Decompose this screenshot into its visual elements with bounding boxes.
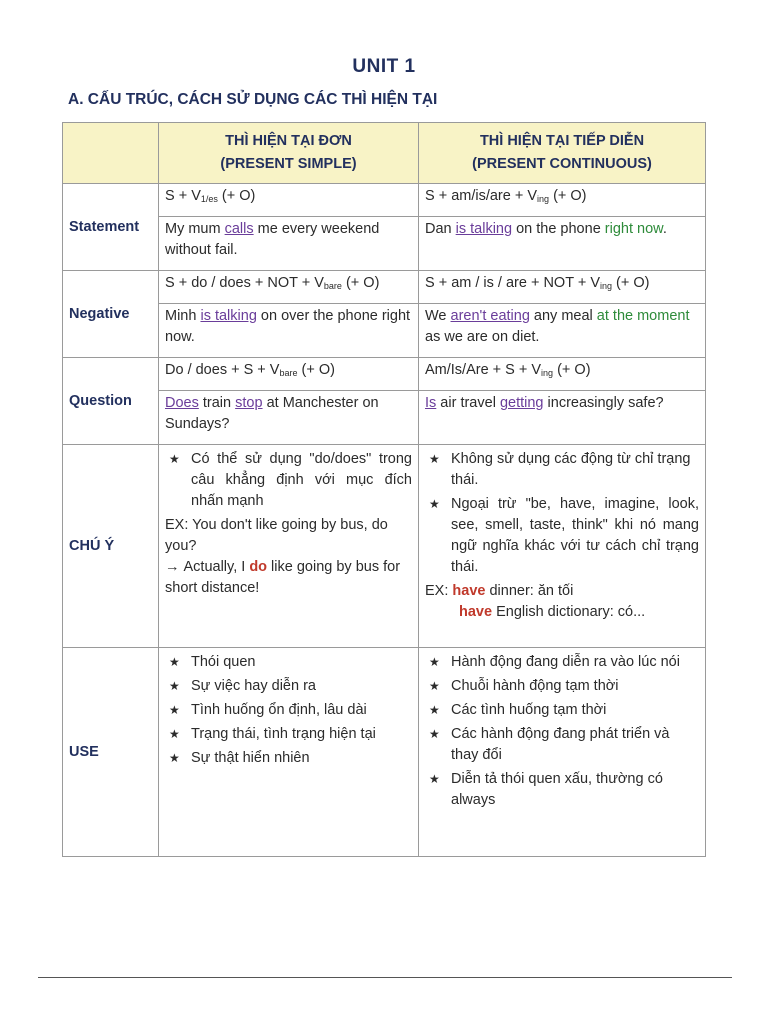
row-label-note: CHÚ Ý — [63, 445, 159, 648]
note-simple-example: EX: You don't like going by bus, do you? — [165, 517, 388, 554]
note-simple-cell — [159, 445, 419, 648]
emphasis-word: have — [452, 583, 486, 599]
use-simple-cell — [159, 648, 419, 857]
list-item: ★ Ngoại trừ "be, have, imagine, look, see, smell, taste, think" khi nó mang ngữ nghĩa khác với tư cách chỉ trạng thái. — [429, 496, 699, 575]
use-cont-cell — [419, 648, 706, 857]
star-icon: ★ — [169, 703, 180, 717]
list-item: ★ Tình huống ổn định, lâu dài — [165, 700, 412, 721]
verb-highlight: is talking — [455, 221, 513, 237]
verb-highlight: Does — [165, 395, 199, 411]
star-icon: ★ — [169, 751, 180, 765]
verb-highlight: is talking — [200, 308, 257, 324]
negative-cont-formula: S + am / is / are + NOT + $V_{ing}$ (+ O) — [419, 271, 706, 304]
question-cont-example: Is air travel getting increasingly safe? — [419, 391, 706, 445]
verb-highlight: aren't eating — [450, 308, 530, 324]
list-item: ★ Các hành động đang phát triển và thay đổi — [429, 726, 670, 763]
use-cont-list — [425, 652, 699, 811]
negative-formula-row — [63, 271, 706, 304]
question-cont-formula: $Am/Is/Are + S + V_{ing}$ (+ O) — [419, 358, 706, 391]
statement-example-row — [63, 217, 706, 271]
negative-simple-formula: S + do / does + NOT + $V_{bare}$ (+ O) — [159, 271, 419, 304]
statement-cont-example: Dan is talking on the phone right now. — [419, 217, 706, 271]
use-simple-list — [165, 652, 412, 769]
arrow-right-icon: → — [165, 559, 180, 575]
statement-simple-formula: $S + V_{1/es}$ (+ O) — [159, 184, 419, 217]
note-simple-list — [165, 449, 412, 512]
negative-simple-example: Minh is talking on over the phone right now. — [159, 304, 419, 358]
list-item: ★ Trạng thái, tình trạng hiện tại — [165, 724, 412, 745]
time-marker: right now — [604, 221, 663, 237]
star-icon: ★ — [429, 452, 440, 466]
header-simple-vi: THÌ HIỆN TẠI ĐƠN — [225, 133, 352, 149]
list-item: ★ Diễn tả thói quen xấu, thường có always — [429, 771, 663, 808]
list-item: ★ Thói quen — [165, 652, 412, 673]
note-cont-cell — [419, 445, 706, 648]
note-row — [63, 445, 706, 648]
star-icon: ★ — [429, 655, 440, 669]
verb-highlight: stop — [235, 395, 263, 411]
star-icon: ★ — [169, 727, 180, 741]
verb-highlight: getting — [499, 395, 544, 411]
statement-formula-row — [63, 184, 706, 217]
star-icon: ★ — [429, 727, 440, 741]
list-item: ★ Chuỗi hành động tạm thời — [425, 676, 699, 697]
star-icon: ★ — [169, 452, 180, 466]
verb-highlight: calls — [224, 221, 254, 237]
table-header-row — [63, 123, 706, 184]
row-label-question: Question — [63, 358, 159, 445]
negative-example-row — [63, 304, 706, 358]
header-simple-en: (PRESENT SIMPLE) — [220, 156, 357, 172]
negative-cont-example: We aren't eating any meal at the moment as we are on diet. — [419, 304, 706, 358]
question-simple-formula: Do / does + $S + V_{bare}$ (+ O) — [159, 358, 419, 391]
section-title: A. CẤU TRÚC, CÁCH SỬ DỤNG CÁC THÌ HIỆN TẠI — [68, 91, 438, 108]
header-cont-en: (PRESENT CONTINUOUS) — [472, 156, 652, 172]
star-icon: ★ — [169, 679, 180, 693]
verb-highlight: Is — [425, 395, 437, 411]
unit-title: UNIT 1 — [352, 56, 416, 77]
star-icon: ★ — [429, 497, 440, 511]
list-item: ★ Các tình huống tạm thời — [425, 700, 699, 721]
star-icon: ★ — [429, 772, 440, 786]
row-label-use: USE — [63, 648, 159, 857]
list-item: ★ Có thể sử dụng "do/does" trong câu khẳng định với mục đích nhấn mạnh — [169, 451, 412, 509]
emphasis-word: do — [249, 559, 268, 575]
note-cont-example-2: have English dictionary: có... — [459, 604, 646, 620]
note-cont-example-1: EX: have dinner: ăn tối — [425, 583, 574, 599]
header-cont-vi: THÌ HIỆN TẠI TIẾP DIỄN — [479, 133, 645, 149]
grammar-table — [62, 122, 706, 857]
list-item: ★ Sự việc hay diễn ra — [165, 676, 412, 697]
list-item: ★ Không sử dụng các động từ chỉ trạng thái. — [429, 451, 691, 488]
statement-cont-formula: $S + am/is/are + V_{ing}$ (+ O) — [419, 184, 706, 217]
question-formula-row — [63, 358, 706, 391]
time-marker: at the moment — [596, 308, 690, 324]
list-item: ★ Sự thật hiển nhiên — [165, 748, 412, 769]
header-present-simple — [159, 123, 419, 184]
star-icon: ★ — [429, 679, 440, 693]
question-simple-example: Does train stop at Manchester on Sundays? — [159, 391, 419, 445]
star-icon: ★ — [169, 655, 180, 669]
header-present-continuous — [419, 123, 706, 184]
list-item: ★ Hành động đang diễn ra vào lúc nói — [425, 652, 699, 673]
note-simple-actual: → Actually, I do like going by bus for short distance! — [165, 559, 401, 596]
star-icon: ★ — [429, 703, 440, 717]
header-corner-cell — [63, 123, 159, 184]
row-label-statement: Statement — [63, 184, 159, 271]
statement-simple-example: My mum calls me every weekend without fail. — [159, 217, 419, 271]
row-label-negative: Negative — [63, 271, 159, 358]
question-example-row — [63, 391, 706, 445]
use-row — [63, 648, 706, 857]
footer-divider — [38, 977, 732, 978]
emphasis-word: have — [459, 604, 493, 620]
note-cont-list — [425, 449, 699, 578]
